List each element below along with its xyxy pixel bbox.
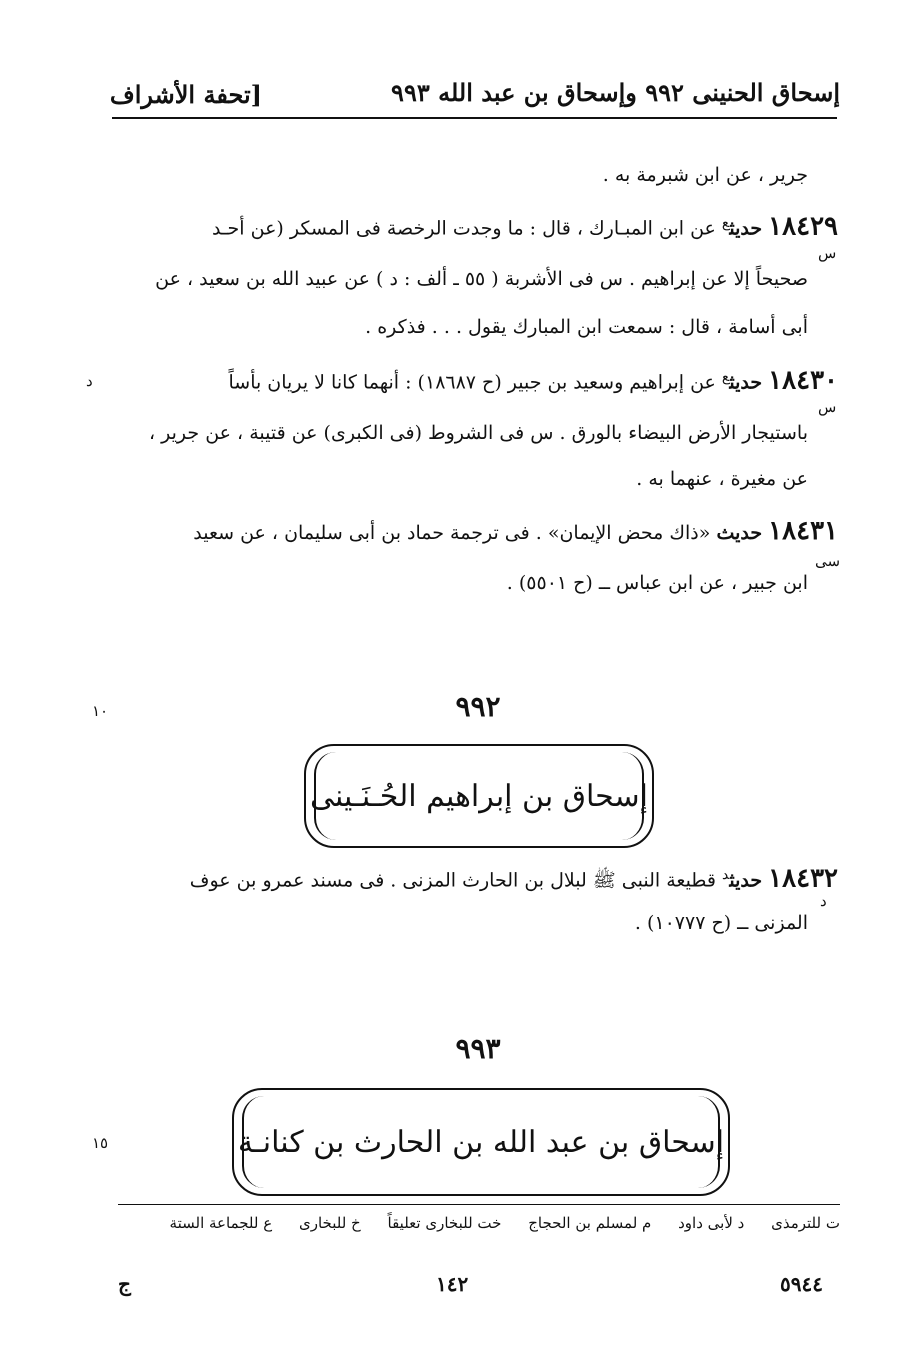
volume-mark: ج [118, 1272, 131, 1296]
entry-18429-line2: صحيحاً إلا عن إبراهيم . س فى الأشربة ( ٥٥ ـ ألف : د ) عن عبيد الله بن سعيد ، عن [155, 268, 808, 290]
entry-text: «ذاك محض الإيمان» . فى ترجمة حماد بن أبى سليمان ، عن سعيد [193, 522, 711, 544]
entry-18431-line2: ابن جبير ، عن ابن عباس ــ (ح ٥٥٠١) . [506, 572, 808, 594]
hadith-keyword: حديث [716, 522, 763, 544]
legend-item: د لأبى داود [678, 1214, 745, 1232]
entry-text: عن إبراهيم وسعيد بن جبير (ح ١٨٦٨٧) : أنهما كانا لا يريان بأساً [228, 371, 716, 394]
entry-18430-line1 [110, 362, 838, 397]
section-heading: إسحاق بن عبد الله بن الحارث بن كنانـة [237, 1124, 725, 1160]
entry-number: ١٨٤٣٠ [768, 365, 838, 396]
legend-item: ع للجماعة الستة [169, 1214, 273, 1232]
entry-18432-line1 [110, 860, 838, 895]
legend-item: خ للبخارى [298, 1214, 361, 1232]
running-title: إسحاق الحنينى ٩٩٢ وإسحاق بن عبد الله ٩٩٣ [391, 78, 840, 107]
hadith-keyword: حديث [729, 371, 763, 394]
entry-18432-line2: المزنى ــ (ح ١٠٧٧٧) . [634, 912, 808, 934]
hadith-keyword: حديث [729, 869, 763, 892]
section-number: ٩٩٣ [455, 1032, 501, 1065]
siglum: س [818, 244, 837, 262]
legend-item: ت للترمذى [771, 1214, 840, 1232]
entry-18429-line3: أبى أسامة ، قال : سمعت ابن المبارك يقول . . . فذكره . [365, 316, 808, 338]
siglum: س [818, 398, 837, 416]
header-rule [112, 117, 837, 119]
hadith-mark: ع [721, 215, 730, 231]
hadith-mark: ع [721, 369, 730, 385]
entry-18430-line3: عن مغيرة ، عنهما به . [636, 468, 808, 490]
section-heading-frame [232, 1088, 730, 1196]
margin-line-number: ١٠ [92, 702, 109, 720]
entry-18431-line1 [110, 516, 838, 548]
entry-number: ١٨٤٣٢ [768, 863, 838, 894]
hadith-mark: د [722, 867, 730, 883]
margin-mark: د [86, 372, 93, 390]
sigla-legend [118, 1214, 840, 1232]
entry-continuation-line: جرير ، عن ابن شبرمة به . [602, 164, 808, 186]
entry-number: ١٨٤٣١ [768, 516, 838, 546]
hadith-keyword: حديث [729, 217, 763, 240]
section-heading-frame [304, 744, 654, 848]
entry-text: عن ابن المبـارك ، قال : ما وجدت الرخصة فى المسكر (عن أحـد [212, 217, 716, 240]
entry-18430-line2: باستيجار الأرض البيضاء بالورق . س فى الشروط (فى الكبرى) عن قتيبة ، عن جرير ، [148, 422, 808, 444]
entry-text: قطيعة النبى ﷺ لبلال بن الحارث المزنى . فى مسند عمرو بن عوف [189, 869, 716, 892]
siglum: د [820, 892, 827, 910]
footnote-rule [118, 1204, 840, 1205]
page-number: ١٤٢ [436, 1272, 469, 1296]
legend-item: م لمسلم بن الحجاج [528, 1214, 652, 1232]
legend-item: خت للبخارى تعليقاً [387, 1214, 502, 1232]
siglum: سى [815, 552, 841, 570]
book-title: [تحفة الأشراف [109, 80, 262, 109]
entry-18429-line1 [110, 208, 838, 243]
section-number: ٩٩٢ [455, 690, 501, 723]
section-heading: إسحاق بن إبراهيم الحُـنَـينى [309, 778, 649, 814]
entry-number: ١٨٤٢٩ [768, 211, 838, 242]
margin-line-number: ١٥ [92, 1134, 109, 1152]
footer-code: ٥٩٤٤ [780, 1272, 823, 1296]
